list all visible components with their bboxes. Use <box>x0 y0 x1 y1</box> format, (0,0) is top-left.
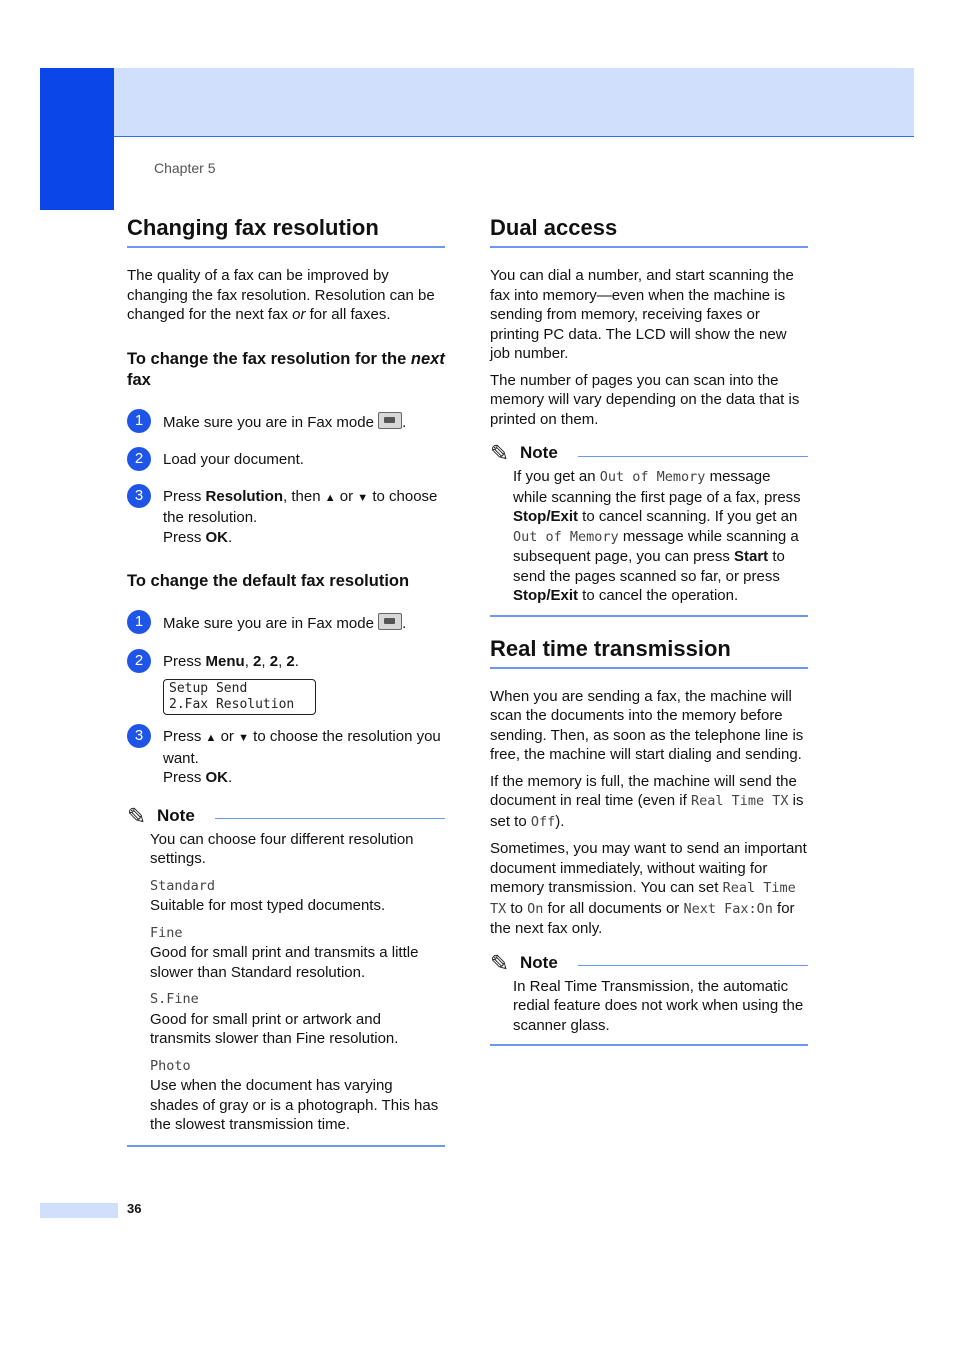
up-arrow-icon: ▲ <box>205 732 217 744</box>
intro-paragraph: The quality of a fax can be improved by changing the fax resolution. Resolution can be changed for the next fax or for all faxes. <box>127 267 435 323</box>
note-title: Note <box>157 805 195 825</box>
note-pencil-icon: ✎ <box>127 802 147 829</box>
step-2: 2 Press Menu, 2, 2, 2. Setup Send 2.Fax Resolution <box>127 652 445 716</box>
resolution-item <box>150 1057 445 1135</box>
step-number: 2 <box>127 447 151 471</box>
header-band <box>40 68 914 137</box>
dual-paragraph-2: The number of pages you can scan into the memory will vary depending on the data that is printed on them. <box>490 371 800 428</box>
resolution-item <box>150 990 445 1049</box>
section-title-dual-access: Dual access <box>490 214 808 248</box>
resolution-desc: Good for small print and transmits a little slower than Standard resolution. <box>150 944 419 981</box>
up-arrow-icon: ▲ <box>324 491 336 504</box>
resolution-name: Standard <box>150 877 216 894</box>
resolution-item <box>150 924 445 983</box>
footer-bar <box>40 1203 118 1218</box>
dual-paragraph-1: You can dial a number, and start scanning the fax into memory—even when the machine is sending from memory, receiving faxes or printing PC data. The LCD will show the new job number. <box>490 267 794 362</box>
rt-paragraph-3: Sometimes, you may want to send an important document immediately, without waiting for memory transmission. You can set Real Time TX to On for all documents or Next Fax:On for the next fax only. <box>490 840 807 937</box>
chapter-tab <box>40 68 114 210</box>
section-title-fax-resolution: Changing fax resolution <box>127 214 445 248</box>
note-text: In Real Time Transmission, the automatic redial feature does not work when using the scanner glass. <box>513 977 804 1034</box>
note-pencil-icon: ✎ <box>490 949 510 976</box>
step-number: 1 <box>127 409 151 433</box>
resolution-desc: Use when the document has varying shades of gray or is a photograph. This has the slowest transmission time. <box>150 1077 439 1133</box>
fax-mode-icon <box>378 613 402 630</box>
note-resolutions <box>127 802 445 1147</box>
subheading-default: To change the default fax resolution <box>127 572 410 590</box>
note-intro: You can choose four different resolution settings. <box>150 830 414 867</box>
page-number: 36 <box>127 1201 142 1216</box>
chapter-label: Chapter 5 <box>154 160 216 176</box>
note-memory <box>490 439 808 617</box>
lcd-display <box>163 679 316 715</box>
note-end-rule <box>490 1044 808 1046</box>
rt-paragraph-2: If the memory is full, the machine will send the document in real time (even if Real Time TX is set to Off). <box>490 772 804 830</box>
step-number: 2 <box>127 649 151 673</box>
note-end-rule <box>127 1145 445 1147</box>
left-column <box>127 214 445 1147</box>
step-1: 1 Make sure you are in Fax mode . <box>127 412 445 433</box>
subheading-next-fax: To change the fax resolution for the next fax <box>127 349 445 389</box>
note-pencil-icon: ✎ <box>490 440 510 466</box>
down-arrow-icon: ▼ <box>357 491 369 504</box>
resolution-item <box>150 877 445 916</box>
fax-mode-icon <box>378 412 402 429</box>
step-3: 3 Press ▲ or ▼ to choose the resolution you want. Press OK. <box>127 727 445 788</box>
step-number: 3 <box>127 484 151 508</box>
lcd-line-2: 2.Fax Resolution <box>169 697 295 712</box>
resolution-name: Photo <box>150 1057 191 1074</box>
resolution-name: Fine <box>150 924 183 941</box>
resolution-name: S.Fine <box>150 991 199 1007</box>
down-arrow-icon: ▼ <box>238 732 249 744</box>
step-number: 1 <box>127 610 151 634</box>
section-title-real-time: Real time transmission <box>490 635 808 669</box>
resolution-desc: Suitable for most typed documents. <box>150 897 386 914</box>
note-real-time <box>490 949 808 1047</box>
step-3: 3 Press Resolution, then ▲ or ▼ to choose the resolution. Press OK. <box>127 487 445 548</box>
note-text: If you get an Out of Memory message while scanning the first page of a fax, press Stop/Exit to cancel scanning. If you get an Out of Memory message while scanning a subsequent page, you can press Start to send the pages scanned so far, or press Stop/Exit to cancel the operation. <box>513 468 801 604</box>
resolution-desc: Good for small print or artwork and transmits slower than Fine resolution. <box>150 1010 399 1047</box>
step-number: 3 <box>127 724 151 748</box>
note-title: Note <box>520 952 558 972</box>
right-column <box>490 214 808 1046</box>
step-2: 2 Load your document. <box>127 450 445 470</box>
step-1: 1 Make sure you are in Fax mode . <box>127 613 445 634</box>
rt-paragraph-1: When you are sending a fax, the machine will scan the documents into the memory before sending. Then, as soon as the telephone line is free, the machine will start dialing and sending. <box>490 687 804 763</box>
lcd-line-1: Setup Send <box>169 681 248 696</box>
note-end-rule <box>490 615 808 617</box>
note-title: Note <box>520 443 558 463</box>
